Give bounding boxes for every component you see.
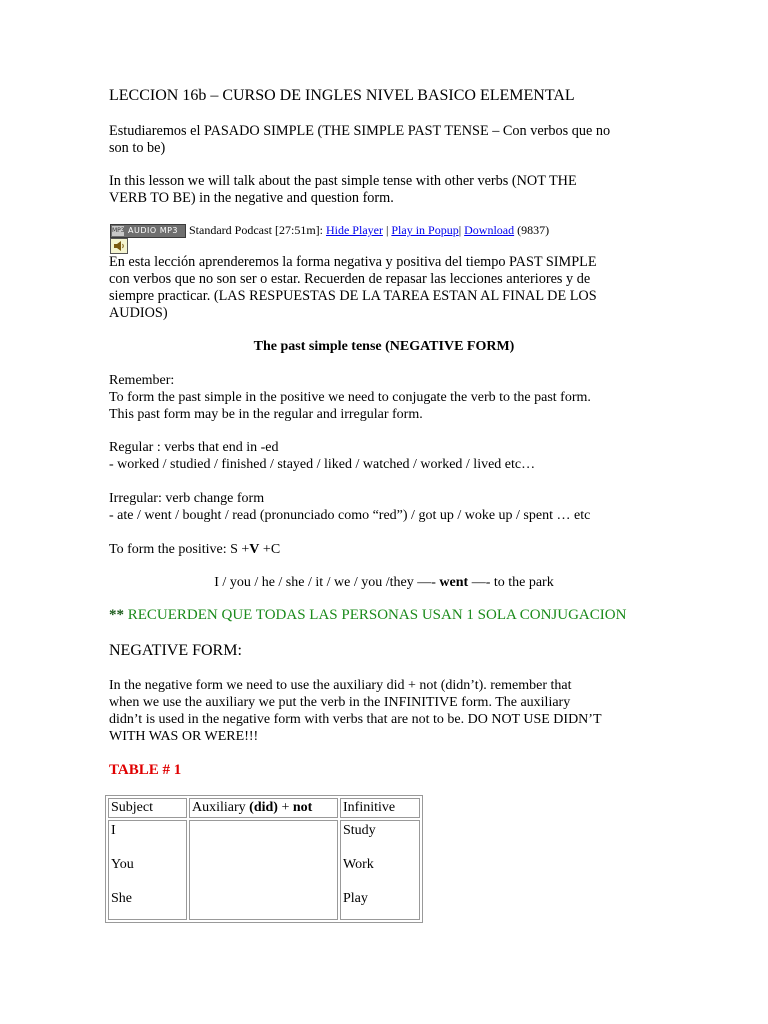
aux-text: + — [277, 800, 293, 815]
mp3-icon: MP3 — [112, 227, 125, 235]
formula-text: To form the positive: S + — [109, 542, 250, 557]
example-sentence — [0, 574, 768, 591]
regular-line: Regular : verbs that end in -ed — [109, 440, 279, 455]
irregular-block — [109, 490, 590, 524]
podcast-label: Standard Podcast [27:51m]: — [189, 223, 326, 237]
negative-form-heading: NEGATIVE FORM: — [109, 642, 242, 659]
reminder-text: RECUERDEN QUE TODAS LAS PERSONAS USAN 1 SOLA CONJUGACION — [127, 607, 627, 623]
explanation-line: WITH WAS OR WERE!!! — [109, 729, 259, 744]
subject-item: I — [111, 823, 116, 838]
subjects-cell — [108, 820, 187, 920]
intro-spanish — [109, 123, 610, 157]
audio-mp3-badge[interactable] — [110, 224, 186, 238]
hide-player-link[interactable]: Hide Player — [325, 223, 383, 237]
auxiliary-cell — [189, 820, 338, 920]
infinitive-item: Work — [343, 857, 374, 872]
remember-block — [109, 372, 591, 423]
regular-block — [109, 439, 535, 473]
section-heading: The past simple tense (NEGATIVE FORM) — [253, 339, 515, 354]
header-subject: Subject — [108, 798, 187, 818]
podcast-bar — [110, 223, 549, 238]
lesson-description — [109, 254, 597, 322]
play-in-popup-link[interactable]: Play in Popup — [391, 223, 459, 237]
play-popup-button[interactable] — [110, 238, 128, 254]
intro-english — [109, 173, 577, 207]
formula-text: +C — [259, 542, 281, 557]
description-line: con verbos que no son ser o estar. Recuerden de repasar las lecciones anteriores y de — [109, 271, 591, 287]
podcast-separator: | — [458, 223, 465, 237]
download-link[interactable]: Download — [464, 223, 515, 237]
irregular-line: Irregular: verb change form — [109, 491, 265, 506]
infinitive-item: Study — [343, 823, 376, 838]
infinitive-item: Play — [343, 891, 368, 906]
intro-spanish-line: son to be) — [109, 140, 166, 156]
example-text: I / you / he / she / it / we / you /they —- — [214, 575, 440, 590]
aux-text: Auxiliary — [192, 800, 250, 815]
table-title: TABLE # 1 — [109, 762, 182, 778]
subject-item: She — [111, 891, 132, 906]
remember-line: Remember: — [109, 373, 175, 388]
regular-line: - worked / studied / finished / stayed / liked / watched / worked / lived etc… — [109, 457, 536, 472]
intro-english-line: VERB TO BE) in the negative and question form. — [109, 190, 394, 206]
table-row — [108, 820, 420, 920]
explanation-line: In the negative form we need to use the auxiliary did + not (didn’t). remember that — [109, 678, 572, 693]
infinitives-cell — [340, 820, 420, 920]
description-line: siempre practicar. (LAS RESPUESTAS DE LA TAREA ESTAN AL FINAL DE LOS — [109, 288, 597, 304]
speaker-icon — [112, 240, 126, 252]
intro-english-line: In this lesson we will talk about the past simple tense with other verbs (NOT THE — [109, 173, 577, 189]
download-count: (9837) — [514, 223, 550, 237]
table-header-row — [108, 798, 420, 818]
explanation-line: didn’t is used in the negative form with verbs that are not to be. DO NOT USE DIDN’T — [109, 712, 602, 727]
conjugation-table — [105, 795, 423, 923]
intro-spanish-line: Estudiaremos el PASADO SIMPLE (THE SIMPLE PAST TENSE – Con verbos que no — [109, 123, 611, 139]
example-verb: went — [439, 575, 469, 590]
remember-line: To form the past simple in the positive we need to conjugate the verb to the past form. — [109, 390, 591, 405]
reminder-stars: ** — [109, 607, 128, 623]
audio-mp3-label: AUDIO MP3 — [128, 226, 179, 236]
aux-not: not — [292, 800, 313, 815]
formula-verb: V — [249, 542, 260, 557]
description-line: AUDIOS) — [109, 305, 168, 321]
negative-explanation — [109, 677, 602, 745]
reminder-note — [109, 607, 626, 624]
subject-item: You — [111, 857, 134, 872]
podcast-separator: | — [382, 223, 392, 237]
remember-line: This past form may be in the regular and irregular form. — [109, 407, 423, 422]
header-infinitive: Infinitive — [340, 798, 420, 818]
page-title: LECCION 16b – CURSO DE INGLES NIVEL BASICO ELEMENTAL — [109, 87, 575, 104]
description-line: En esta lección aprenderemos la forma negativa y positiva del tiempo PAST SIMPLE — [109, 254, 597, 270]
header-auxiliary — [189, 798, 338, 818]
explanation-line: when we use the auxiliary we put the verb in the INFINITIVE form. The auxiliary — [109, 695, 571, 710]
positive-formula — [109, 541, 280, 558]
example-text: —- to the park — [468, 575, 554, 590]
irregular-line: - ate / went / bought / read (pronunciado como “red”) / got up / woke up / spent … etc — [109, 508, 591, 523]
aux-did: (did) — [249, 800, 278, 815]
